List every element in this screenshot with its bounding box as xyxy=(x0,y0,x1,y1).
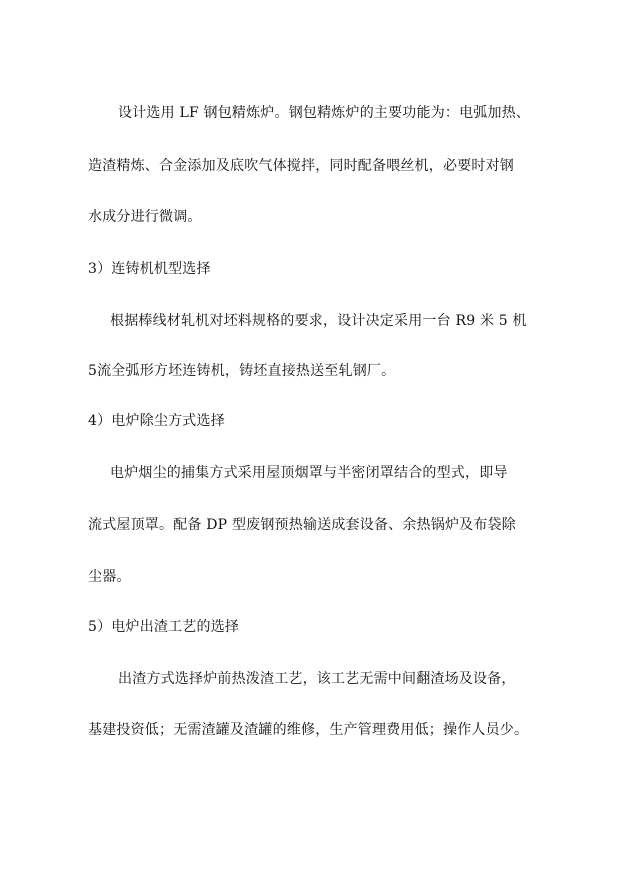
paragraph-dust-line-1: 电炉烟尘的捕集方式采用屋顶烟罩与半密闭罩结合的型式，即导 xyxy=(110,465,508,481)
paragraph-slag-line-2: 基建投资低；无需渣罐及渣罐的维修，生产管理费用低；操作人员少。 xyxy=(88,722,529,738)
paragraph-lf-ladle-line-2: 造渣精炼、合金添加及底吹气体搅拌，同时配备喂丝机，必要时对钢 xyxy=(88,158,514,174)
paragraph-caster-line-2: 5流全弧形方坯连铸机，铸坯直接热送至轧钢厂。 xyxy=(88,363,396,379)
paragraph-caster-line-1: 根据棒线材轧机对坯料规格的要求，设计决定采用一台 R9 米 5 机 xyxy=(110,313,527,329)
section-heading-slag-process: 5）电炉出渣工艺的选择 xyxy=(88,619,240,635)
paragraph-lf-ladle-line-3: 水成分进行微调。 xyxy=(88,209,202,225)
paragraph-dust-line-3: 尘器。 xyxy=(88,569,131,585)
paragraph-lf-ladle-line-1: 设计选用 LF 钢包精炼炉。钢包精炼炉的主要功能为：电弧加热、 xyxy=(118,105,531,121)
section-heading-dust-removal: 4）电炉除尘方式选择 xyxy=(88,413,225,429)
paragraph-slag-line-1: 出渣方式选择炉前热泼渣工艺，该工艺无需中间翻渣场及设备， xyxy=(118,671,516,687)
paragraph-dust-line-2: 流式屋顶罩。配备 DP 型废钢预热输送成套设备、余热锅炉及布袋除 xyxy=(88,517,516,533)
section-heading-caster-selection: 3）连铸机机型选择 xyxy=(88,261,211,277)
